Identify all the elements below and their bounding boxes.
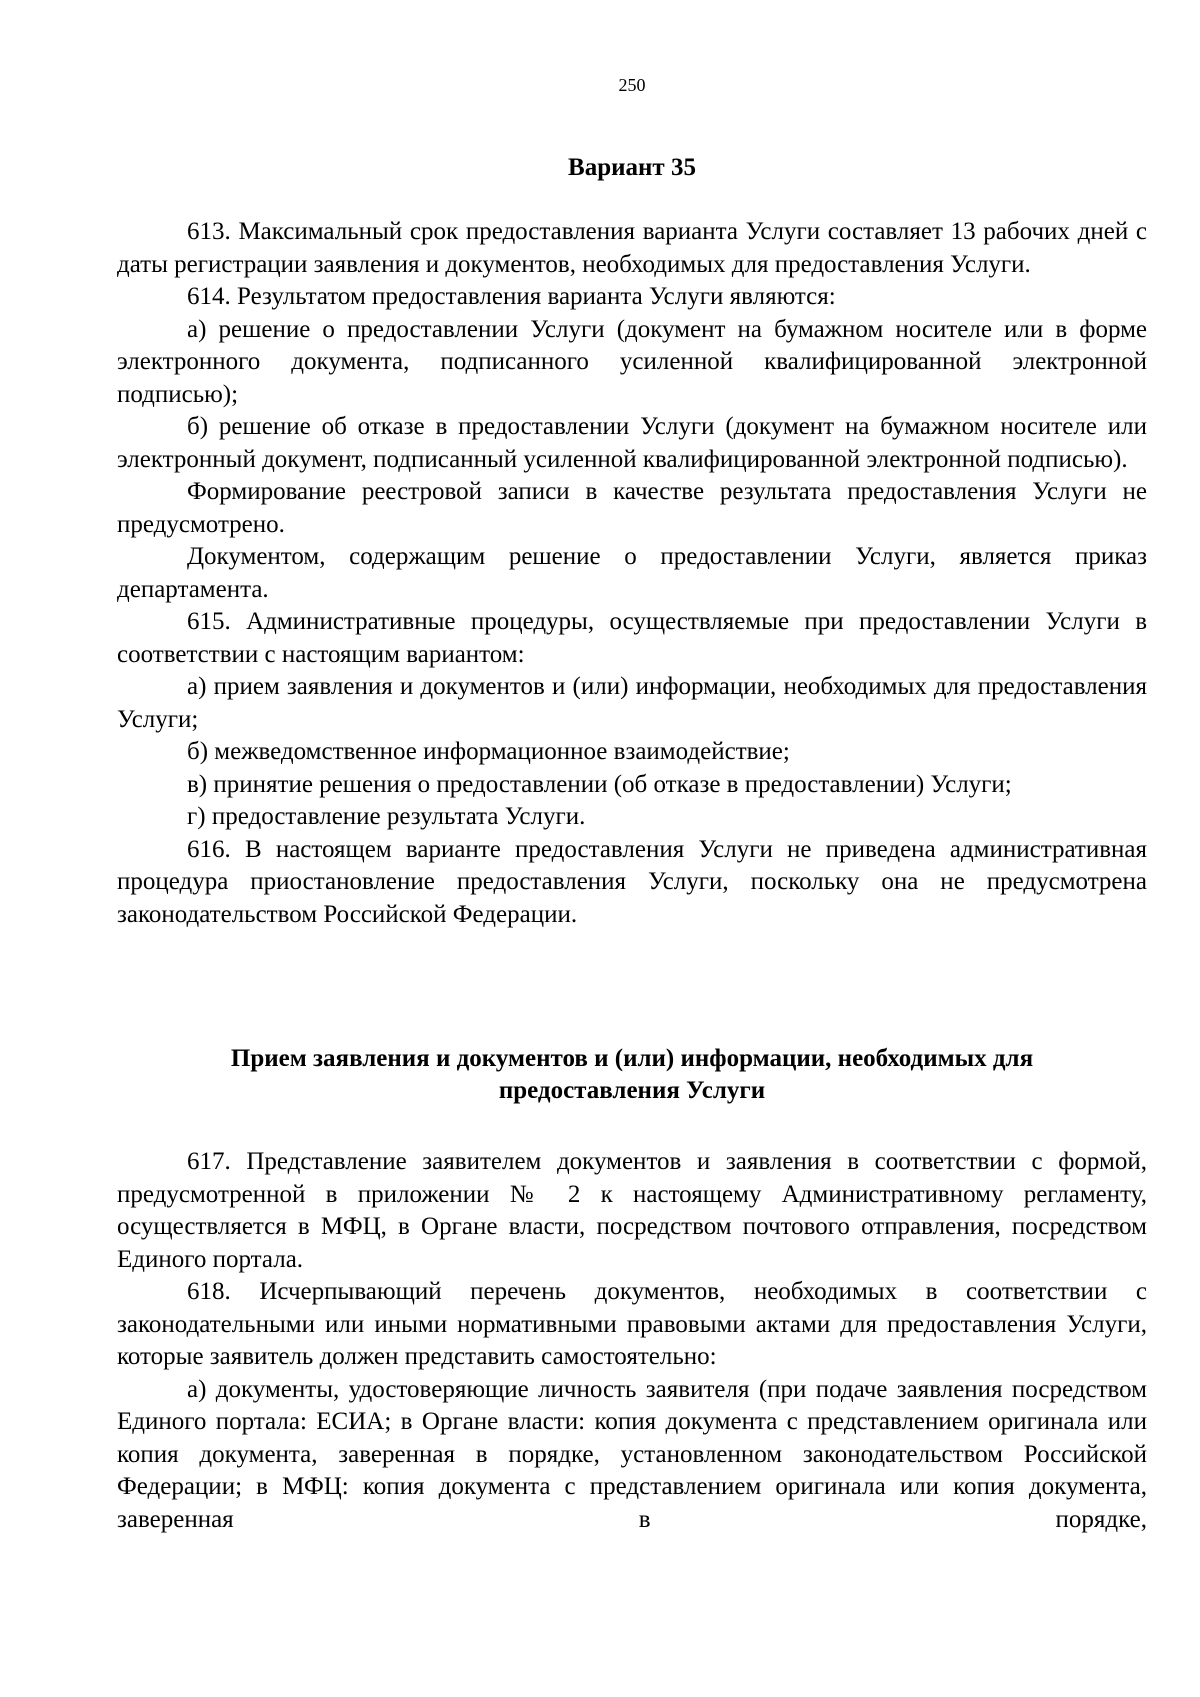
paragraph-617: 617. Представление заявителем документов и заявления в соответствии с формой, предусмотренной в приложении № 2 к настоящему Административному регламенту, осуществляется в МФЦ, в Органе власти, посредством почтового отправления, посредством Единого портала. bbox=[117, 1148, 1147, 1273]
paragraph-615: 615. Административные процедуры, осуществляемые при предоставлении Услуги в соответствии с настоящим вариантом: bbox=[117, 608, 1147, 668]
section-heading-line-2: предоставления Услуги bbox=[498, 1077, 766, 1104]
section-heading bbox=[117, 1043, 1147, 1107]
paragraph-614: 614. Результатом предоставления варианта Услуги являются: bbox=[187, 283, 836, 310]
section-paragraphs bbox=[117, 1146, 1147, 1536]
paragraph-615-b: б) межведомственное информационное взаимодействие; bbox=[187, 738, 790, 765]
paragraph-registry-record: Формирование реестровой записи в качестве результата предоставления Услуги не предусмотрено. bbox=[117, 478, 1147, 538]
paragraph-615-a: а) прием заявления и документов и (или) информации, необходимых для предоставления Услуги; bbox=[117, 673, 1147, 733]
paragraph-615-g: г) предоставление результата Услуги. bbox=[187, 803, 586, 830]
paragraph-decision-document: Документом, содержащим решение о предоставлении Услуги, является приказ департамента. bbox=[117, 543, 1147, 603]
paragraph-614-b: б) решение об отказе в предоставлении Услуги (документ на бумажном носителе или электронный документ, подписанный усиленной квалифицированной электронной подписью). bbox=[117, 413, 1147, 473]
paragraph-618-a: а) документы, удостоверяющие личность заявителя (при подаче заявления посредством Единого портала: ЕСИА; в Органе власти: копия документа с представлением оригинала или копия документа, заверенная в порядке, установленном законодательством Российской Федерации; в МФЦ: копия документа с представлением оригинала или копия документа, заверенная в порядке, bbox=[117, 1375, 1147, 1533]
paragraph-613: 613. Максимальный срок предоставления варианта Услуги составляет 13 рабочих дней с даты регистрации заявления и документов, необходимых для предоставления Услуги. bbox=[117, 218, 1147, 278]
paragraph-618: 618. Исчерпывающий перечень документов, необходимых в соответствии с законодательными или иными нормативными правовыми актами для предоставления Услуги, которые заявитель должен представить самостоятельно: bbox=[117, 1278, 1147, 1370]
paragraph-614-a: а) решение о предоставлении Услуги (документ на бумажном носителе или в форме электронного документа, подписанного усиленной квалифицированной электронной подписью); bbox=[117, 315, 1147, 408]
paragraph-615-v: в) принятие решения о предоставлении (об отказе в предоставлении) Услуги; bbox=[187, 770, 1012, 798]
page-number: 250 bbox=[618, 75, 646, 95]
variant-heading: Вариант 35 bbox=[568, 154, 696, 181]
section-heading-line-1: Прием заявления и документов и (или) информации, необходимых для bbox=[230, 1045, 1034, 1072]
variant-paragraphs bbox=[117, 216, 1147, 931]
paragraph-616: 616. В настоящем варианте предоставления Услуги не приведена административная процедура приостановление предоставления Услуги, поскольку она не предусмотрена законодательством Российской Федерации. bbox=[117, 835, 1147, 928]
